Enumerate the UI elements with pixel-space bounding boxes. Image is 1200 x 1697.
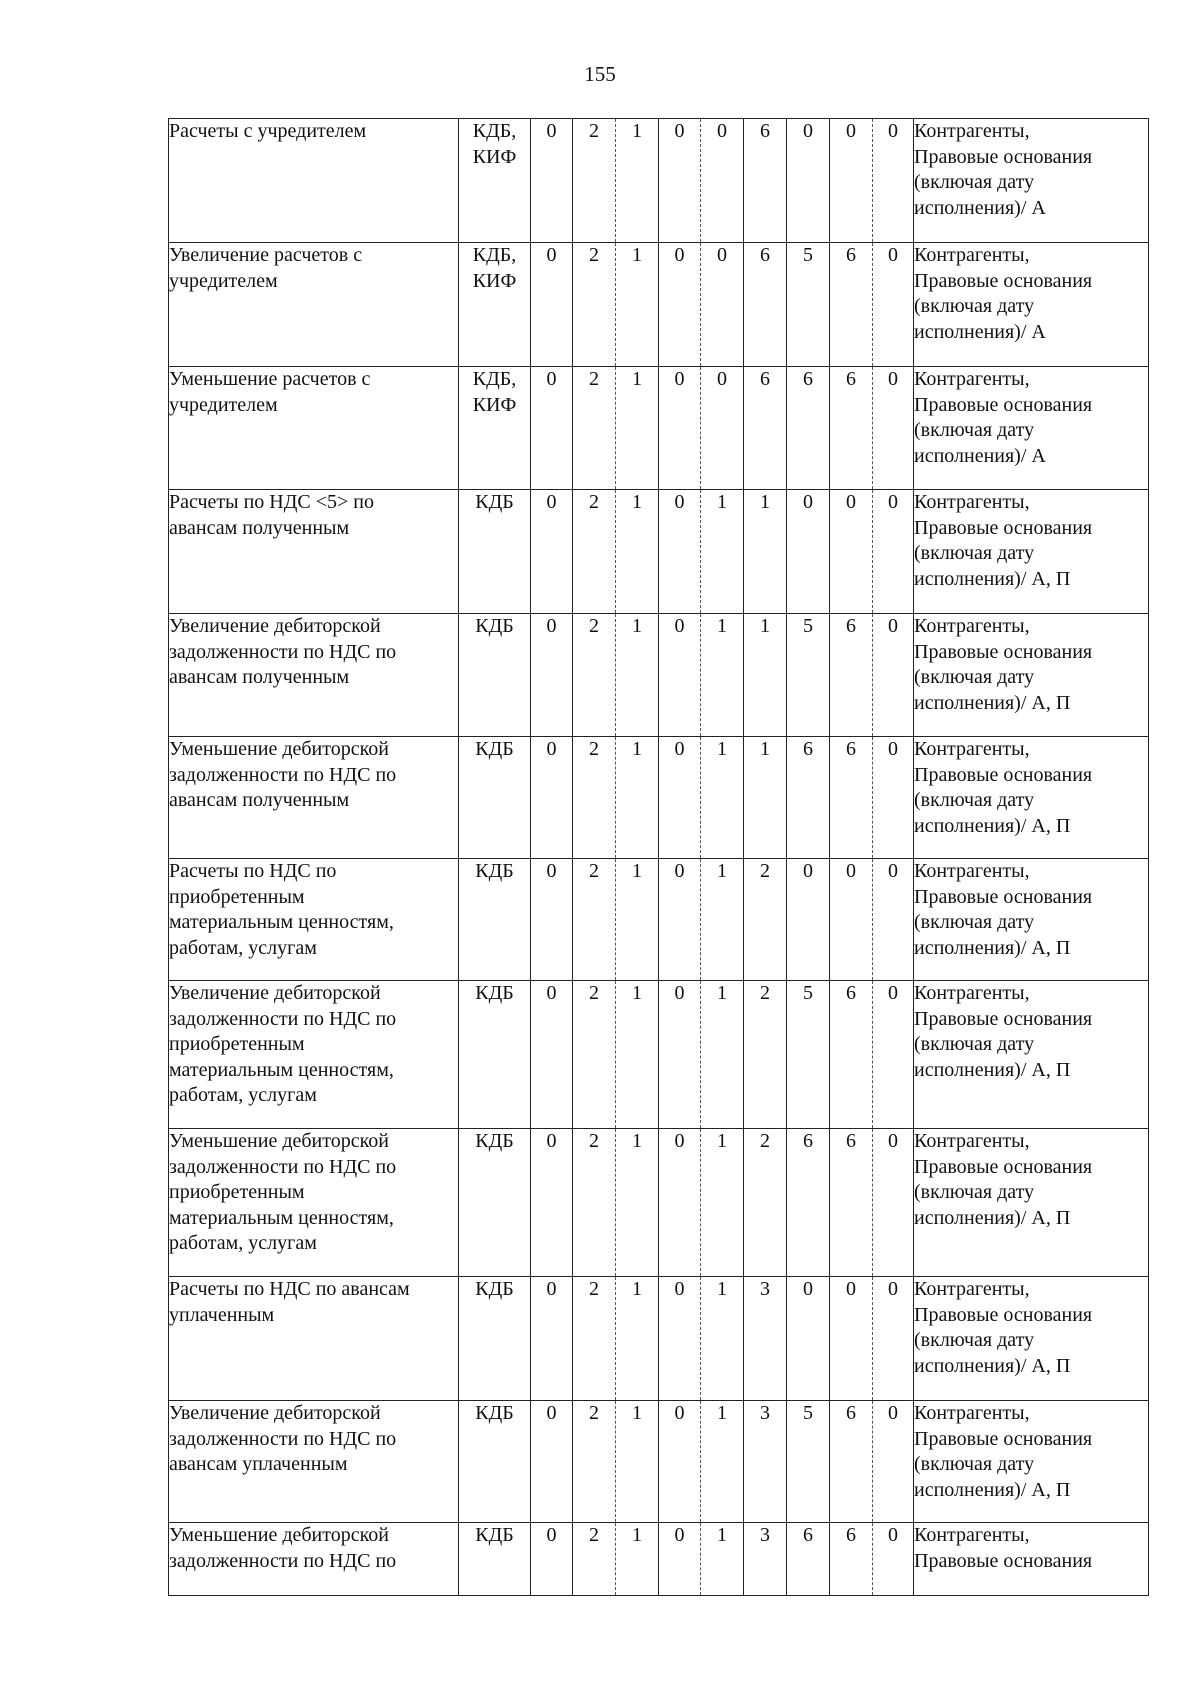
accounts-table (168, 118, 1149, 1596)
account-digit-6: 1 (744, 737, 787, 859)
budget-code (459, 490, 531, 614)
account-digit-3: 1 (616, 981, 659, 1129)
account-digit-3: 1 (616, 1523, 659, 1596)
account-digit-6: 6 (744, 243, 787, 367)
account-digit-2: 2 (573, 490, 616, 614)
account-digit-5: 0 (701, 119, 744, 243)
account-description (169, 490, 459, 614)
table-row (169, 490, 1149, 614)
analytics-description (914, 367, 1149, 490)
account-digit-6: 2 (744, 1129, 787, 1277)
table-row (169, 737, 1149, 859)
budget-code (459, 737, 531, 859)
account-digit-1: 0 (531, 614, 573, 737)
analytics-description (914, 859, 1149, 981)
table-row (169, 981, 1149, 1129)
account-digit-2: 2 (573, 1523, 616, 1596)
account-digit-1: 0 (531, 981, 573, 1129)
account-digit-5: 1 (701, 490, 744, 614)
table-row (169, 1129, 1149, 1277)
account-description-text: Уменьшение дебиторской задолженности по НДС по авансам полученным (169, 738, 397, 811)
budget-code-text: КДБ (475, 1524, 514, 1546)
budget-code-text: КДБ (475, 1278, 514, 1300)
analytics-description-text: Контрагенты, Правовые основания (включая дату исполнения)/ А, П (914, 1402, 1093, 1501)
analytics-description (914, 1129, 1149, 1277)
budget-code (459, 1523, 531, 1596)
budget-code (459, 243, 531, 367)
account-digit-5: 1 (701, 1523, 744, 1596)
account-description-text: Расчеты по НДС <5> по авансам полученным (169, 491, 374, 539)
account-digit-3: 1 (616, 1129, 659, 1277)
account-digit-8: 6 (830, 243, 873, 367)
account-digit-5: 1 (701, 737, 744, 859)
table-row (169, 614, 1149, 737)
budget-code-text: КДБ (475, 491, 514, 513)
account-digit-7: 0 (787, 859, 830, 981)
account-digit-6: 1 (744, 614, 787, 737)
account-digit-5: 1 (701, 1401, 744, 1523)
account-digit-4: 0 (659, 1129, 701, 1277)
account-digit-8: 6 (830, 1129, 873, 1277)
account-digit-2: 2 (573, 981, 616, 1129)
account-digit-5: 1 (701, 981, 744, 1129)
account-digit-3: 1 (616, 614, 659, 737)
analytics-description (914, 490, 1149, 614)
budget-code (459, 1401, 531, 1523)
account-digit-7: 6 (787, 737, 830, 859)
account-digit-1: 0 (531, 1523, 573, 1596)
account-digit-6: 6 (744, 367, 787, 490)
budget-code (459, 367, 531, 490)
budget-code-text: КДБ, КИФ (472, 368, 517, 416)
account-digit-9: 0 (873, 1129, 914, 1277)
account-digit-6: 1 (744, 490, 787, 614)
account-digit-4: 0 (659, 119, 701, 243)
budget-code-text: КДБ (475, 615, 514, 637)
account-digit-7: 5 (787, 981, 830, 1129)
account-digit-7: 5 (787, 614, 830, 737)
analytics-description (914, 981, 1149, 1129)
account-digit-4: 0 (659, 243, 701, 367)
account-digit-4: 0 (659, 1401, 701, 1523)
analytics-description (914, 614, 1149, 737)
account-digit-7: 6 (787, 1129, 830, 1277)
account-digit-1: 0 (531, 859, 573, 981)
account-description (169, 119, 459, 243)
account-digit-4: 0 (659, 859, 701, 981)
account-digit-9: 0 (873, 243, 914, 367)
account-digit-1: 0 (531, 367, 573, 490)
account-description (169, 614, 459, 737)
account-description-text: Увеличение дебиторской задолженности по НДС по приобретенным материальным ценностям, работам, услугам (169, 982, 397, 1106)
account-digit-8: 6 (830, 1523, 873, 1596)
account-digit-6: 3 (744, 1523, 787, 1596)
table-row (169, 859, 1149, 981)
account-digit-7: 5 (787, 243, 830, 367)
account-digit-1: 0 (531, 737, 573, 859)
analytics-description-text: Контрагенты, Правовые основания (914, 1524, 1093, 1572)
account-digit-9: 0 (873, 1277, 914, 1401)
account-description-text: Увеличение дебиторской задолженности по НДС по авансам полученным (169, 615, 397, 688)
analytics-description-text: Контрагенты, Правовые основания (включая дату исполнения)/ А, П (914, 1278, 1093, 1377)
account-description (169, 1401, 459, 1523)
analytics-description (914, 737, 1149, 859)
account-description-text: Уменьшение дебиторской задолженности по НДС по приобретенным материальным ценностям, работам, услугам (169, 1130, 397, 1254)
analytics-description-text: Контрагенты, Правовые основания (включая дату исполнения)/ А, П (914, 860, 1093, 959)
account-digit-8: 6 (830, 981, 873, 1129)
account-digit-2: 2 (573, 614, 616, 737)
account-description-text: Увеличение дебиторской задолженности по НДС по авансам уплаченным (169, 1402, 397, 1475)
account-description-text: Уменьшение дебиторской задолженности по НДС по (169, 1524, 397, 1572)
account-digit-1: 0 (531, 243, 573, 367)
account-digit-5: 0 (701, 367, 744, 490)
account-description (169, 243, 459, 367)
analytics-description (914, 1523, 1149, 1596)
budget-code-text: КДБ (475, 860, 514, 882)
budget-code (459, 1277, 531, 1401)
analytics-description-text: Контрагенты, Правовые основания (включая дату исполнения)/ А, П (914, 615, 1093, 714)
account-digit-7: 6 (787, 1523, 830, 1596)
analytics-description-text: Контрагенты, Правовые основания (включая дату исполнения)/ А, П (914, 982, 1093, 1081)
analytics-description (914, 1401, 1149, 1523)
analytics-description-text: Контрагенты, Правовые основания (включая дату исполнения)/ А, П (914, 1130, 1093, 1229)
account-digit-5: 0 (701, 243, 744, 367)
budget-code (459, 981, 531, 1129)
account-description-text: Расчеты по НДС по авансам уплаченным (169, 1278, 410, 1326)
account-digit-9: 0 (873, 1401, 914, 1523)
account-digit-7: 0 (787, 490, 830, 614)
account-digit-9: 0 (873, 614, 914, 737)
account-digit-9: 0 (873, 119, 914, 243)
analytics-description-text: Контрагенты, Правовые основания (включая дату исполнения)/ А (914, 368, 1093, 467)
page-number: 155 (584, 62, 616, 86)
account-description (169, 1129, 459, 1277)
analytics-description-text: Контрагенты, Правовые основания (включая дату исполнения)/ А, П (914, 738, 1093, 837)
account-description (169, 367, 459, 490)
account-digit-4: 0 (659, 367, 701, 490)
budget-code (459, 1129, 531, 1277)
account-digit-3: 1 (616, 367, 659, 490)
account-digit-1: 0 (531, 119, 573, 243)
account-description-text: Расчеты по НДС по приобретенным материальным ценностям, работам, услугам (169, 860, 394, 959)
account-digit-7: 5 (787, 1401, 830, 1523)
account-digit-6: 3 (744, 1277, 787, 1401)
account-digit-8: 0 (830, 1277, 873, 1401)
account-digit-1: 0 (531, 1277, 573, 1401)
account-description-text: Расчеты с учредителем (169, 120, 367, 142)
account-digit-5: 1 (701, 1277, 744, 1401)
account-digit-1: 0 (531, 1129, 573, 1277)
account-digit-7: 0 (787, 1277, 830, 1401)
analytics-description (914, 1277, 1149, 1401)
account-description-text: Увеличение расчетов с учредителем (169, 244, 363, 292)
account-digit-4: 0 (659, 981, 701, 1129)
account-digit-3: 1 (616, 1277, 659, 1401)
table-row (169, 367, 1149, 490)
table-row (169, 1523, 1149, 1596)
account-digit-1: 0 (531, 1401, 573, 1523)
account-digit-3: 1 (616, 119, 659, 243)
account-digit-2: 2 (573, 1401, 616, 1523)
account-digit-5: 1 (701, 1129, 744, 1277)
account-digit-2: 2 (573, 737, 616, 859)
account-digit-2: 2 (573, 119, 616, 243)
account-digit-4: 0 (659, 1277, 701, 1401)
account-digit-9: 0 (873, 737, 914, 859)
account-digit-9: 0 (873, 981, 914, 1129)
budget-code-text: КДБ, КИФ (472, 244, 517, 292)
analytics-description-text: Контрагенты, Правовые основания (включая дату исполнения)/ А (914, 244, 1093, 343)
account-description (169, 1523, 459, 1596)
account-digit-8: 0 (830, 490, 873, 614)
account-digit-8: 0 (830, 859, 873, 981)
account-digit-5: 1 (701, 614, 744, 737)
account-digit-3: 1 (616, 859, 659, 981)
account-description (169, 1277, 459, 1401)
budget-code-text: КДБ (475, 1130, 514, 1152)
account-digit-8: 0 (830, 119, 873, 243)
account-digit-6: 2 (744, 981, 787, 1129)
account-digit-3: 1 (616, 1401, 659, 1523)
account-digit-4: 0 (659, 1523, 701, 1596)
account-digit-1: 0 (531, 490, 573, 614)
budget-code (459, 119, 531, 243)
account-digit-7: 0 (787, 119, 830, 243)
budget-code-text: КДБ (475, 738, 514, 760)
account-digit-2: 2 (573, 243, 616, 367)
table-row (169, 1277, 1149, 1401)
account-digit-2: 2 (573, 367, 616, 490)
account-digit-3: 1 (616, 243, 659, 367)
budget-code-text: КДБ (475, 982, 514, 1004)
analytics-description (914, 243, 1149, 367)
account-digit-8: 6 (830, 1401, 873, 1523)
table-row (169, 1401, 1149, 1523)
account-digit-5: 1 (701, 859, 744, 981)
account-digit-3: 1 (616, 490, 659, 614)
account-digit-6: 3 (744, 1401, 787, 1523)
account-digit-9: 0 (873, 367, 914, 490)
account-digit-3: 1 (616, 737, 659, 859)
table-row (169, 119, 1149, 243)
account-digit-4: 0 (659, 737, 701, 859)
account-description-text: Уменьшение расчетов с учредителем (169, 368, 371, 416)
account-digit-6: 6 (744, 119, 787, 243)
account-description (169, 859, 459, 981)
account-description (169, 981, 459, 1129)
account-digit-8: 6 (830, 737, 873, 859)
budget-code (459, 614, 531, 737)
account-digit-4: 0 (659, 614, 701, 737)
table-row (169, 243, 1149, 367)
account-digit-8: 6 (830, 367, 873, 490)
account-description (169, 737, 459, 859)
budget-code-text: КДБ, КИФ (472, 120, 517, 168)
account-digit-8: 6 (830, 614, 873, 737)
account-digit-7: 6 (787, 367, 830, 490)
account-digit-2: 2 (573, 1277, 616, 1401)
budget-code-text: КДБ (475, 1402, 514, 1424)
account-digit-9: 0 (873, 1523, 914, 1596)
account-digit-4: 0 (659, 490, 701, 614)
account-digit-6: 2 (744, 859, 787, 981)
analytics-description-text: Контрагенты, Правовые основания (включая дату исполнения)/ А, П (914, 491, 1093, 590)
account-digit-9: 0 (873, 859, 914, 981)
analytics-description-text: Контрагенты, Правовые основания (включая дату исполнения)/ А (914, 120, 1093, 219)
account-digit-2: 2 (573, 1129, 616, 1277)
account-digit-2: 2 (573, 859, 616, 981)
account-digit-9: 0 (873, 490, 914, 614)
analytics-description (914, 119, 1149, 243)
budget-code (459, 859, 531, 981)
